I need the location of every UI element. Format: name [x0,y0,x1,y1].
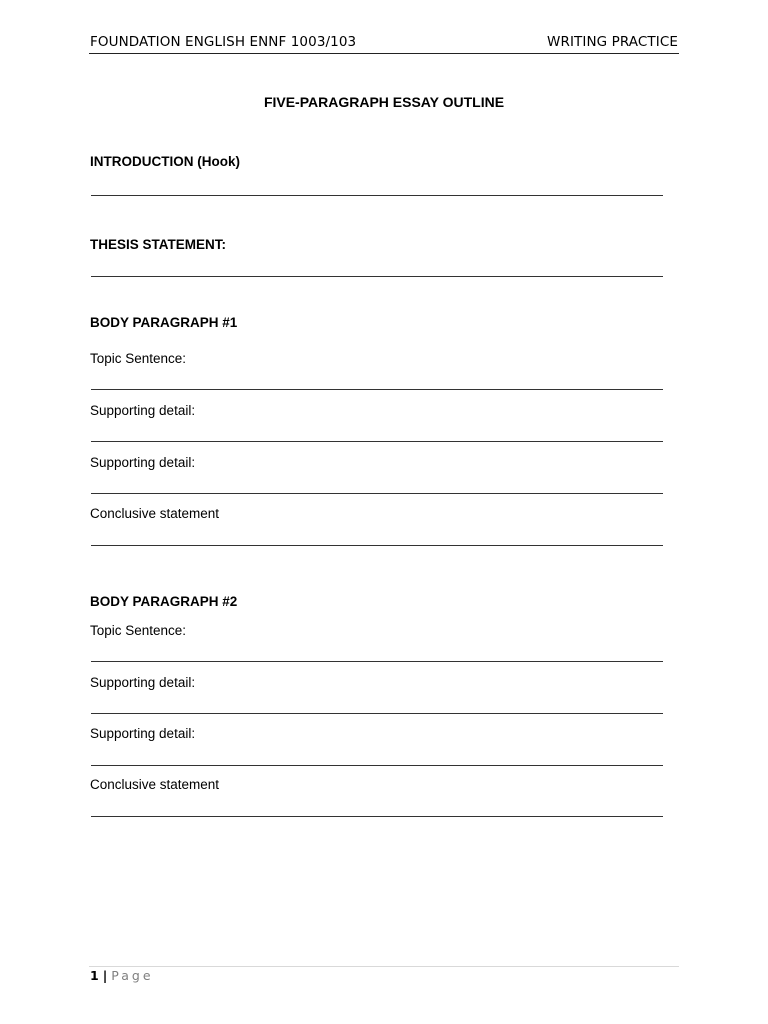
body1-conclusive-line [91,545,663,546]
body1-detail2-label: Supporting detail: [90,455,196,470]
footer-page-indicator [90,968,154,983]
page-separator: | [102,968,108,983]
thesis-answer-line [91,276,663,277]
body1-topic-line [91,389,663,390]
introduction-heading: INTRODUCTION (Hook) [90,154,240,169]
body-paragraph-1-heading: BODY PARAGRAPH #1 [90,315,238,330]
body2-conclusive-label: Conclusive statement [90,777,220,792]
thesis-heading: THESIS STATEMENT: [90,237,227,252]
body2-detail2-label: Supporting detail: [90,726,196,741]
body2-detail1-label: Supporting detail: [90,675,196,690]
page-label: Page [111,968,154,983]
header-section-title: WRITING PRACTICE [547,34,678,50]
page-number: 1 [90,968,99,983]
body2-detail2-line [91,765,663,766]
body-paragraph-2-heading: BODY PARAGRAPH #2 [90,594,238,609]
body1-detail2-line [91,493,663,494]
body1-conclusive-label: Conclusive statement [90,506,220,521]
body2-detail1-line [91,713,663,714]
page-title: FIVE-PARAGRAPH ESSAY OUTLINE [263,94,505,110]
introduction-answer-line [91,195,663,196]
header-course-title: FOUNDATION ENGLISH ENNF 1003/103 [90,34,357,50]
body2-topic-label: Topic Sentence: [90,623,187,638]
header-divider [89,53,679,54]
body1-detail1-label: Supporting detail: [90,403,196,418]
footer-divider [89,966,679,967]
body1-topic-label: Topic Sentence: [90,351,187,366]
body1-detail1-line [91,441,663,442]
body2-topic-line [91,661,663,662]
body2-conclusive-line [91,816,663,817]
